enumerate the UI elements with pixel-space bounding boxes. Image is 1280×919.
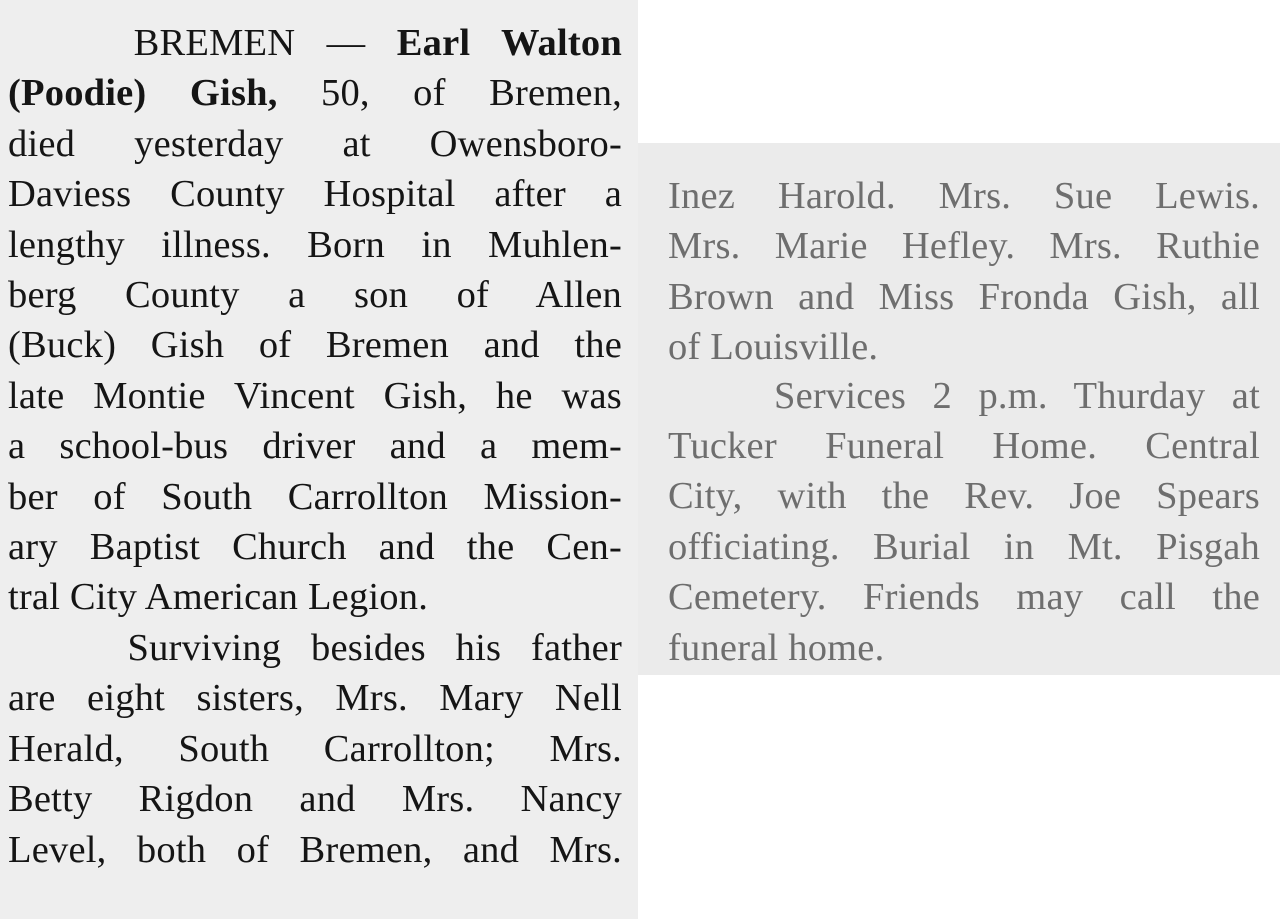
text-line: City, with the Rev. Joe Spears <box>668 475 1260 518</box>
deceased-name-first: Earl Walton <box>396 22 622 64</box>
text-line: tral City American Legion. <box>8 576 429 619</box>
obituary-paragraph-death-notice <box>8 18 622 623</box>
obituary-paragraph-services <box>668 371 1260 673</box>
text-line: officiating. Burial in Mt. Pisgah <box>668 525 1260 568</box>
text-line: late Montie Vincent Gish, he was <box>8 374 622 417</box>
text-line: (Buck) Gish of Bremen and the <box>8 324 622 367</box>
obituary-column-right <box>668 171 1260 673</box>
text-line: Surviving besides his father <box>127 626 622 669</box>
text-line: are eight sisters, Mrs. Mary Nell <box>8 677 622 720</box>
text-line: Mrs. Marie Hefley. Mrs. Ruthie <box>668 225 1260 268</box>
text-line: Inez Harold. Mrs. Sue Lewis. <box>668 175 1260 217</box>
text-line: (Poodie) Gish, 50, of Bremen, <box>8 72 622 115</box>
text-line: a school-bus driver and a mem- <box>8 425 622 468</box>
dateline: BREMEN <box>133 22 296 64</box>
text-line: ary Baptist Church and the Cen- <box>8 526 622 569</box>
text-line: Herald, South Carrollton; Mrs. <box>8 727 622 770</box>
text-line: Services 2 p.m. Thurday at <box>773 374 1260 417</box>
deceased-name-second: (Poodie) Gish, <box>8 72 278 115</box>
text-line: Daviess County Hospital after a <box>8 173 622 216</box>
text-line: died yesterday at Owensboro- <box>8 122 622 165</box>
text-line: ber of South Carrollton Mission- <box>8 475 622 518</box>
text-line: Brown and Miss Fronda Gish, all <box>668 275 1260 318</box>
text-line: Tucker Funeral Home. Central <box>668 425 1260 468</box>
obituary-column-left <box>8 18 622 875</box>
text-line: Cemetery. Friends may call the <box>668 576 1260 619</box>
text-line: lengthy illness. Born in Muhlen- <box>8 223 622 266</box>
dateline-dash: — <box>326 22 366 64</box>
obituary-paragraph-survivors <box>8 623 622 875</box>
text-line: of Louisville. <box>668 326 879 369</box>
obituary-paragraph-survivors-continued <box>668 171 1260 373</box>
obituary-clipping-left <box>0 0 638 919</box>
text-line: Betty Rigdon and Mrs. Nancy <box>8 778 622 821</box>
obituary-clipping-right <box>638 143 1280 675</box>
text-line: Level, both of Bremen, and Mrs. <box>8 828 622 871</box>
text-line <box>8 18 622 68</box>
text-line: funeral home. <box>668 626 885 669</box>
text-line: berg County a son of Allen <box>8 274 622 317</box>
